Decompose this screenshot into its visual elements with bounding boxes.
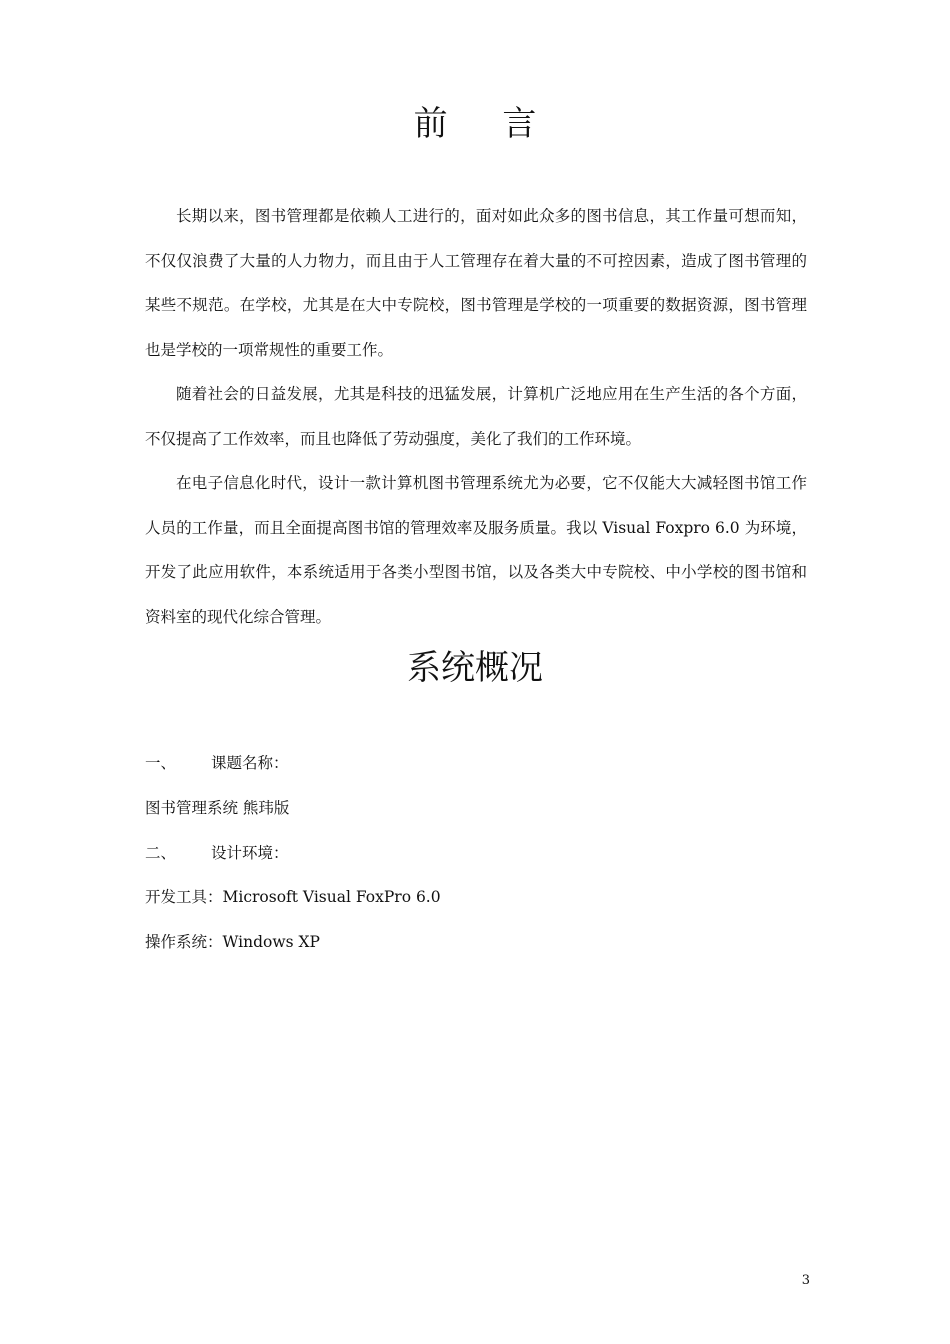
preface-body [145,194,807,639]
preface-title: 前 言 [413,104,559,144]
preface-paragraph-3: 在电子信息化时代，设计一款计算机图书管理系统尤为必要，它不仅能大大减轻图书馆工作人员的工作量，而且全面提高图书馆的管理效率及服务质量。我以 Visual Foxpro 6.0 为环境，开发了此应用软件，本系统适用于各类小型图书馆，以及各类大中专院校、中小学校的图书馆和资料室的现代化综合管理。 [145,474,807,626]
page-number: 3 [801,1273,810,1288]
project-name: 图书管理系统 熊玮版 [145,799,290,817]
operating-system: 操作系统：Windows XP [145,933,320,951]
preface-paragraph-1: 长期以来，图书管理都是依赖人工进行的，面对如此众多的图书信息，其工作量可想而知，不仅仅浪费了大量的人力物力，而且由于人工管理存在着大量的不可控因素，造成了图书管理的某些不规范。在学校，尤其是在大中专院校，图书管理是学校的一项重要的数据资源，图书管理也是学校的一项常规性的重要工作。 [145,207,807,359]
section-1-heading [145,751,289,775]
preface-paragraph-2: 随着社会的日益发展，尤其是科技的迅猛发展，计算机广泛地应用在生产生活的各个方面，不仅提高了工作效率，而且也降低了劳动强度，美化了我们的工作环境。 [145,385,807,448]
section-2-label: 设计环境： [211,844,289,862]
section-1-label: 课题名称： [211,754,289,772]
overview-title: 系统概况 [407,648,543,688]
section-2-heading [145,841,289,865]
dev-tool: 开发工具：Microsoft Visual FoxPro 6.0 [145,888,441,906]
section-1-number: 一、 [145,754,177,772]
section-2-number: 二、 [145,844,177,862]
